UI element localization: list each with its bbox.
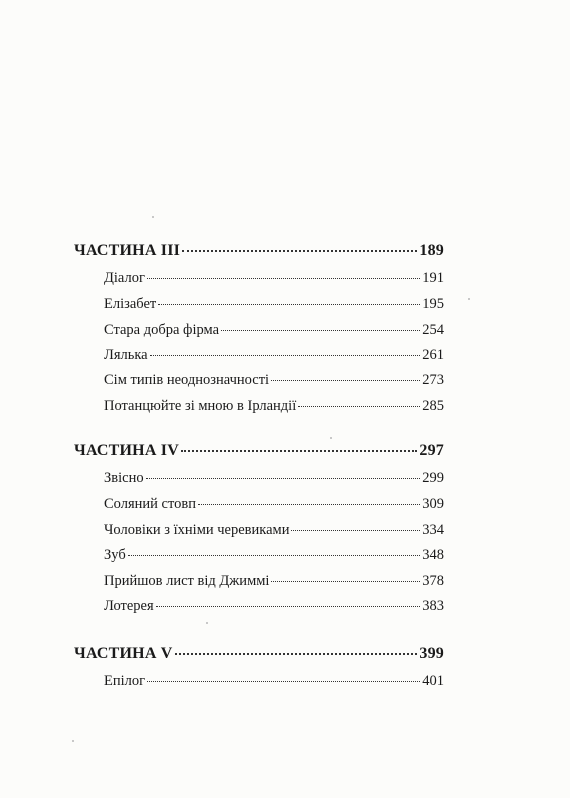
dot-leader [156,606,421,607]
dot-leader [291,530,420,531]
toc-chapter-entry [104,673,444,690]
dot-leader [181,450,417,452]
dot-leader [146,478,421,479]
scan-speck [206,622,208,624]
dot-leader [158,304,420,305]
dot-leader [175,653,418,655]
dot-leader [182,250,417,252]
chapter-title: Сім типів неоднозначності [104,372,270,388]
part-title: ЧАСТИНА V [74,645,173,662]
toc-chapter-entry [104,573,444,590]
chapter-page-number: 334 [422,522,444,538]
toc-chapter-entry [104,322,444,339]
part-page-number: 189 [419,242,444,259]
chapter-page-number: 254 [422,322,444,338]
part-page-number: 297 [419,442,444,459]
part-page-number: 399 [419,645,444,662]
chapter-title: Лотерея [104,598,154,614]
chapter-page-number: 273 [422,372,444,388]
chapter-page-number: 285 [422,398,444,414]
chapter-page-number: 191 [422,270,444,286]
scan-speck [330,437,332,439]
chapter-page-number: 261 [422,347,444,363]
dot-leader [271,380,420,381]
toc-chapter-entry [104,372,444,389]
toc-part-heading [74,242,444,260]
chapter-page-number: 383 [422,598,444,614]
chapter-title: Зуб [104,547,126,563]
dot-leader [147,681,420,682]
part-title: ЧАСТИНА IV [74,442,179,459]
toc-chapter-entry [104,470,444,487]
part-title: ЧАСТИНА ІІІ [74,242,181,259]
dot-leader [221,330,420,331]
toc-chapter-entry [104,547,444,564]
chapter-page-number: 401 [422,673,444,689]
scan-speck [72,740,74,742]
toc-chapter-entry [104,347,444,364]
dot-leader [298,406,420,407]
toc-part-heading [74,645,444,663]
chapter-page-number: 309 [422,496,444,512]
scan-speck [152,216,154,218]
chapter-title: Соляний стовп [104,496,196,512]
chapter-title: Стара добра фірма [104,322,220,338]
chapter-title: Елізабет [104,296,157,312]
toc-chapter-entry [104,496,444,513]
chapter-page-number: 299 [422,470,444,486]
chapter-title: Потанцюйте зі мною в Ірландії [104,398,297,414]
chapter-title: Епілог [104,673,146,689]
toc-chapter-entry [104,598,444,615]
chapter-title: Діалог [104,270,145,286]
chapter-page-number: 378 [422,573,444,589]
dot-leader [147,278,420,279]
scan-speck [468,298,470,300]
chapter-title: Прийшов лист від Джиммі [104,573,270,589]
toc-chapter-entry [104,270,444,287]
chapter-title: Звісно [104,470,144,486]
dot-leader [150,355,421,356]
dot-leader [198,504,420,505]
toc-chapter-entry [104,296,444,313]
chapter-title: Лялька [104,347,148,363]
chapter-title: Чоловіки з їхніми черевиками [104,522,290,538]
toc-chapter-entry [104,398,444,415]
toc-part-heading [74,442,444,460]
dot-leader [271,581,420,582]
toc-chapter-entry [104,522,444,539]
dot-leader [128,555,421,556]
chapter-page-number: 348 [422,547,444,563]
chapter-page-number: 195 [422,296,444,312]
